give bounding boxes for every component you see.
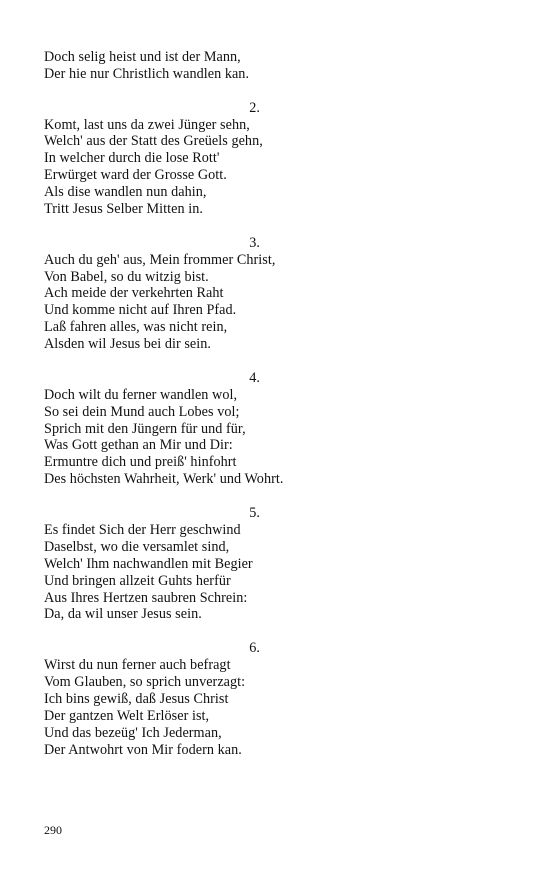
verse-line: Ermuntre dich und preiß' hinfohrt	[44, 454, 237, 471]
verse-line: Doch wilt du ferner wandlen wol,	[44, 386, 238, 403]
verse-line: Was Gott gethan an Mir und Dir:	[44, 437, 233, 454]
verse-line: Als dise wandlen nun dahin,	[44, 184, 207, 201]
verse-line: Es findet Sich der Herr geschwind	[44, 521, 241, 538]
stanza-2	[44, 100, 344, 218]
verse-line: Welch' aus der Statt des Greüels gehn,	[44, 133, 263, 150]
verse-line: Und komme nicht auf Ihren Pfad.	[44, 302, 237, 319]
verse-line: In welcher durch die lose Rott'	[44, 150, 220, 167]
verse-line: Wirst du nun ferner auch befragt	[44, 657, 231, 674]
verse-line: Aus Ihres Hertzen saubren Schrein:	[44, 589, 248, 606]
stanza-3	[44, 235, 344, 353]
verse-line: Und das bezeüg' Ich Jederman,	[44, 724, 222, 741]
page-number: 290	[44, 823, 62, 837]
stanza-number: 6.	[249, 640, 260, 657]
verse-line: Der Antwohrt von Mir fodern kan.	[44, 741, 242, 758]
verse-line: Der gantzen Welt Erlöser ist,	[44, 707, 210, 724]
stanza-5	[44, 505, 344, 623]
verse-line: Sprich mit den Jüngern für und für,	[44, 420, 246, 437]
verse-line: Doch selig heist und ist der Mann,	[44, 49, 241, 65]
stanza-1	[44, 49, 344, 83]
verse-line: Auch du geh' aus, Mein frommer Christ,	[44, 251, 276, 268]
verse-line: Vom Glauben, so sprich unverzagt:	[44, 673, 246, 690]
stanza-4	[44, 370, 344, 488]
verse-line: Ach meide der verkehrten Raht	[44, 285, 224, 302]
verse-line: Der hie nur Christlich wandlen kan.	[44, 65, 250, 82]
stanza-number: 2.	[249, 99, 260, 116]
verse-line: Daselbst, wo die versamlet sind,	[44, 538, 230, 555]
verse-line: Da, da wil unser Jesus sein.	[44, 606, 202, 623]
verse-line: Des höchsten Wahrheit, Werk' und Wohrt.	[44, 471, 284, 488]
verse-line: Tritt Jesus Selber Mitten in.	[44, 201, 203, 218]
verse-line: Von Babel, so du witzig bist.	[44, 268, 209, 285]
stanza-number: 5.	[249, 505, 260, 522]
verse-line: Komt, last uns da zwei Jünger sehn,	[44, 116, 250, 133]
stanza-6	[44, 640, 344, 758]
verse-line: Ich bins gewiß, daß Jesus Christ	[44, 690, 229, 707]
verse-line: Welch' Ihm nachwandlen mit Begier	[44, 555, 253, 572]
stanza-number: 3.	[249, 234, 260, 251]
verse-line: Laß fahren alles, was nicht rein,	[44, 319, 228, 336]
stanza-number: 4.	[249, 369, 260, 386]
verse-line: Erwürget ward der Grosse Gott.	[44, 167, 227, 184]
verse-line: Und bringen allzeit Guhts herfür	[44, 572, 231, 589]
hymn-text	[44, 49, 344, 758]
verse-line: Alsden wil Jesus bei dir sein.	[44, 336, 212, 353]
verse-line: So sei dein Mund auch Lobes vol;	[44, 403, 240, 420]
